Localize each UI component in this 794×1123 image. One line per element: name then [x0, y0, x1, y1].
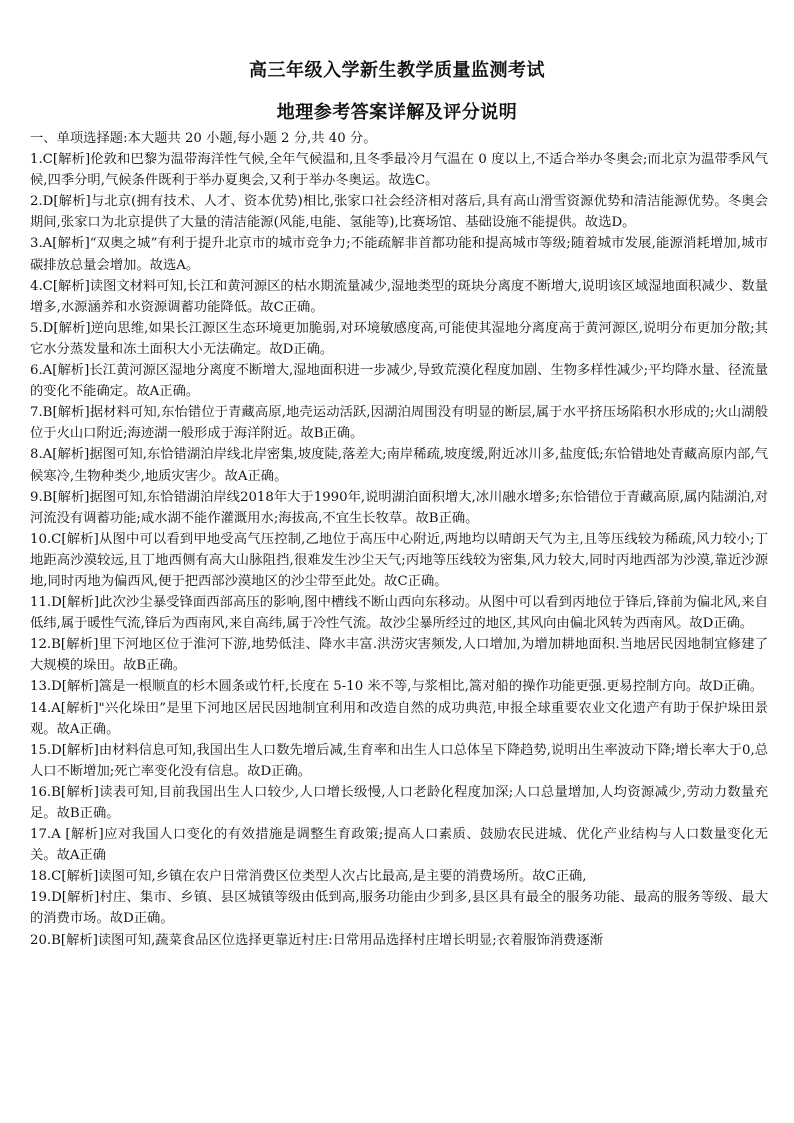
- answer-item-10: 10.C[解析]从图中可以看到甲地受高气压控制,乙地位于高压中心附近,两地均以晴朗天气为主,且等压线较为稀疏,风力较小;丁地距高沙漠较远,且丁地西侧有高大山脉阻挡,很难发生沙尘天气;丙地等压线较为密集,风力较大,同时丙地西部为沙漠,靠近沙源地,同时丙地为偏西风,便于把西部沙漠地区的沙尘带至此处。故C正确。: [30, 531, 768, 589]
- answer-item-7: 7.B[解析]据材料可知,东怡错位于青藏高原,地壳运动活跃,因湖泊周围没有明显的断层,属于水平挤压场陷积水形成的;火山湖般位于火山口附近;海迹湖一般形成于海洋附近。故B正确。: [30, 405, 768, 442]
- answer-item-12: 12.B[解析]里下河地区位于淮河下游,地势低洼、降水丰富.洪涝灾害频发,人口增加,为增加耕地面积.当地居民因地制宜修建了大规模的垛田。故B正确。: [30, 637, 768, 674]
- answer-body: [30, 128, 768, 951]
- answer-item-16: 16.B[解析]读表可知,目前我国出生人口较少,人口增长级慢,人口老龄化程度加深;人口总量增加,人均资源减少,劳动力数量充足。故B正确。: [30, 784, 768, 821]
- answer-item-8: 8.A[解析]据图可知,东恰错湖泊岸线北岸密集,坡度陡,落差大;南岸稀疏,坡度缓,附近冰川多,盐度低;东恰错地处青藏高原内部,气候寒冷,生物种类少,地质灾害少。故A正确。: [30, 447, 768, 484]
- answer-item-1: 1.C[解析]伦敦和巴黎为温带海洋性气候,全年气候温和,且冬季最冷月气温在 0 度以上,不适合举办冬奥会;而北京为温带季风气候,四季分明,气候条件既利于举办夏奥会,又利于举办冬奥运。故选C。: [30, 152, 768, 189]
- answer-item-2: 2.D[解析]与北京(拥有技术、人才、资本优势)相比,张家口社会经济相对落后,具有高山滑雪资源优势和清洁能源优势。冬奥会期间,张家口为北京提供了大量的清洁能源(风能,电能、氢能等),比赛场馆、基础设施不能提供。故选D。: [30, 194, 768, 231]
- answer-item-5: 5.D[解析]逆向思维,如果长江源区生态环境更加脆弱,对环境敏感度高,可能使其湿地分离度高于黄河源区,说明分布更加分散;其它水分蒸发量和冻土面积大小无法确定。故D正确。: [30, 320, 768, 357]
- exam-title: 高三年级入学新生教学质量监测考试: [249, 60, 545, 81]
- answer-item-15: 15.D[解析]由材料信息可知,我国出生人口数先增后减,生育率和出生人口总体呈下降趋势,说明出生率波动下降;增长率大于0,总人口不断增加;死亡率变化没有信息。故D正确。: [30, 742, 768, 779]
- answer-item-17: 17.A [解析]应对我国人口变化的有效措施是调整生育政策;提高人口素质、鼓励农民进城、优化产业结构与人口数量变化无关。故A正确: [30, 827, 768, 864]
- answer-item-4: 4.C[解析]读图文材料可知,长江和黄河源区的枯水期流量减少,湿地类型的斑块分离度不断增大,说明该区域湿地面积减少、数量增多,水源涵养和水资源调蓄功能降低。故C正确。: [30, 278, 768, 315]
- answer-item-6: 6.A[解析]长江黄河源区湿地分离度不断增大,湿地面积进一步减少,导致荒漠化程度加剧、生物多样性减少;平均降水量、径流量的变化不能确定。故A正确。: [30, 363, 768, 400]
- answer-item-20: 20.B[解析]读图可知,蔬菜食品区位选择更靠近村庄:日常用品选择村庄增长明显;衣着服饰消费逐渐: [30, 932, 604, 948]
- answer-item-3: 3.A[解析]“双奥之城”有利于提升北京市的城市竞争力;不能疏解非首都功能和提高城市等级;随着城市发展,能源消耗增加,城市碳排放总量会增加。故选A。: [30, 236, 768, 273]
- answer-subtitle: 地理参考答案详解及评分说明: [276, 102, 518, 123]
- answer-item-18: 18.C[解析]读图可知,乡镇在农户日常消费区位类型人次占比最高,是主要的消费场所。故C正确,: [30, 869, 587, 885]
- answer-item-13: 13.D[解析]篙是一根顺直的杉木圆条或竹杆,长度在 5-10 米不等,与浆相比,篙对船的操作功能更强.更易控制方向。故D正确。: [30, 679, 764, 695]
- answer-item-11: 11.D[解析]此次沙尘暴受锋面西部高压的影响,图中槽线不断山西向东移动。从图中可以看到丙地位于锋后,锋前为偏北风,来自低纬,属于暖性气流,锋后为西南风,来自高纬,属于冷性气流。故沙尘暴所经过的地区,其风向由偏北风转为西南风。故D正确。: [30, 595, 768, 632]
- section-heading: 一、单项选择题:本大题共 20 小题,每小题 2 分,共 40 分。: [30, 131, 377, 146]
- answer-item-19: 19.D[解析]村庄、集市、乡镇、县区城镇等级由低到高,服务功能由少到多,县区具有最全的服务功能、最高的服务等级、最大的消费市场。故D正确。: [30, 890, 768, 927]
- answer-item-9: 9.B[解析]据图可知,东恰错湖泊岸线2018年大于1990年,说明湖泊面积增大,冰川融水增多;东恰错位于青藏高原,属内陆湖泊,对河流没有调蓄功能;咸水湖不能作灌溉用水;海拔高,不宜生长牧草。故B正确。: [30, 489, 768, 526]
- answer-item-14: 14.A[解析]"兴化垛田”是里下河地区居民因地制宜利用和改造自然的成功典范,申报全球重要农业文化遗产有助于保护垛田景观。故A正确。: [30, 700, 768, 737]
